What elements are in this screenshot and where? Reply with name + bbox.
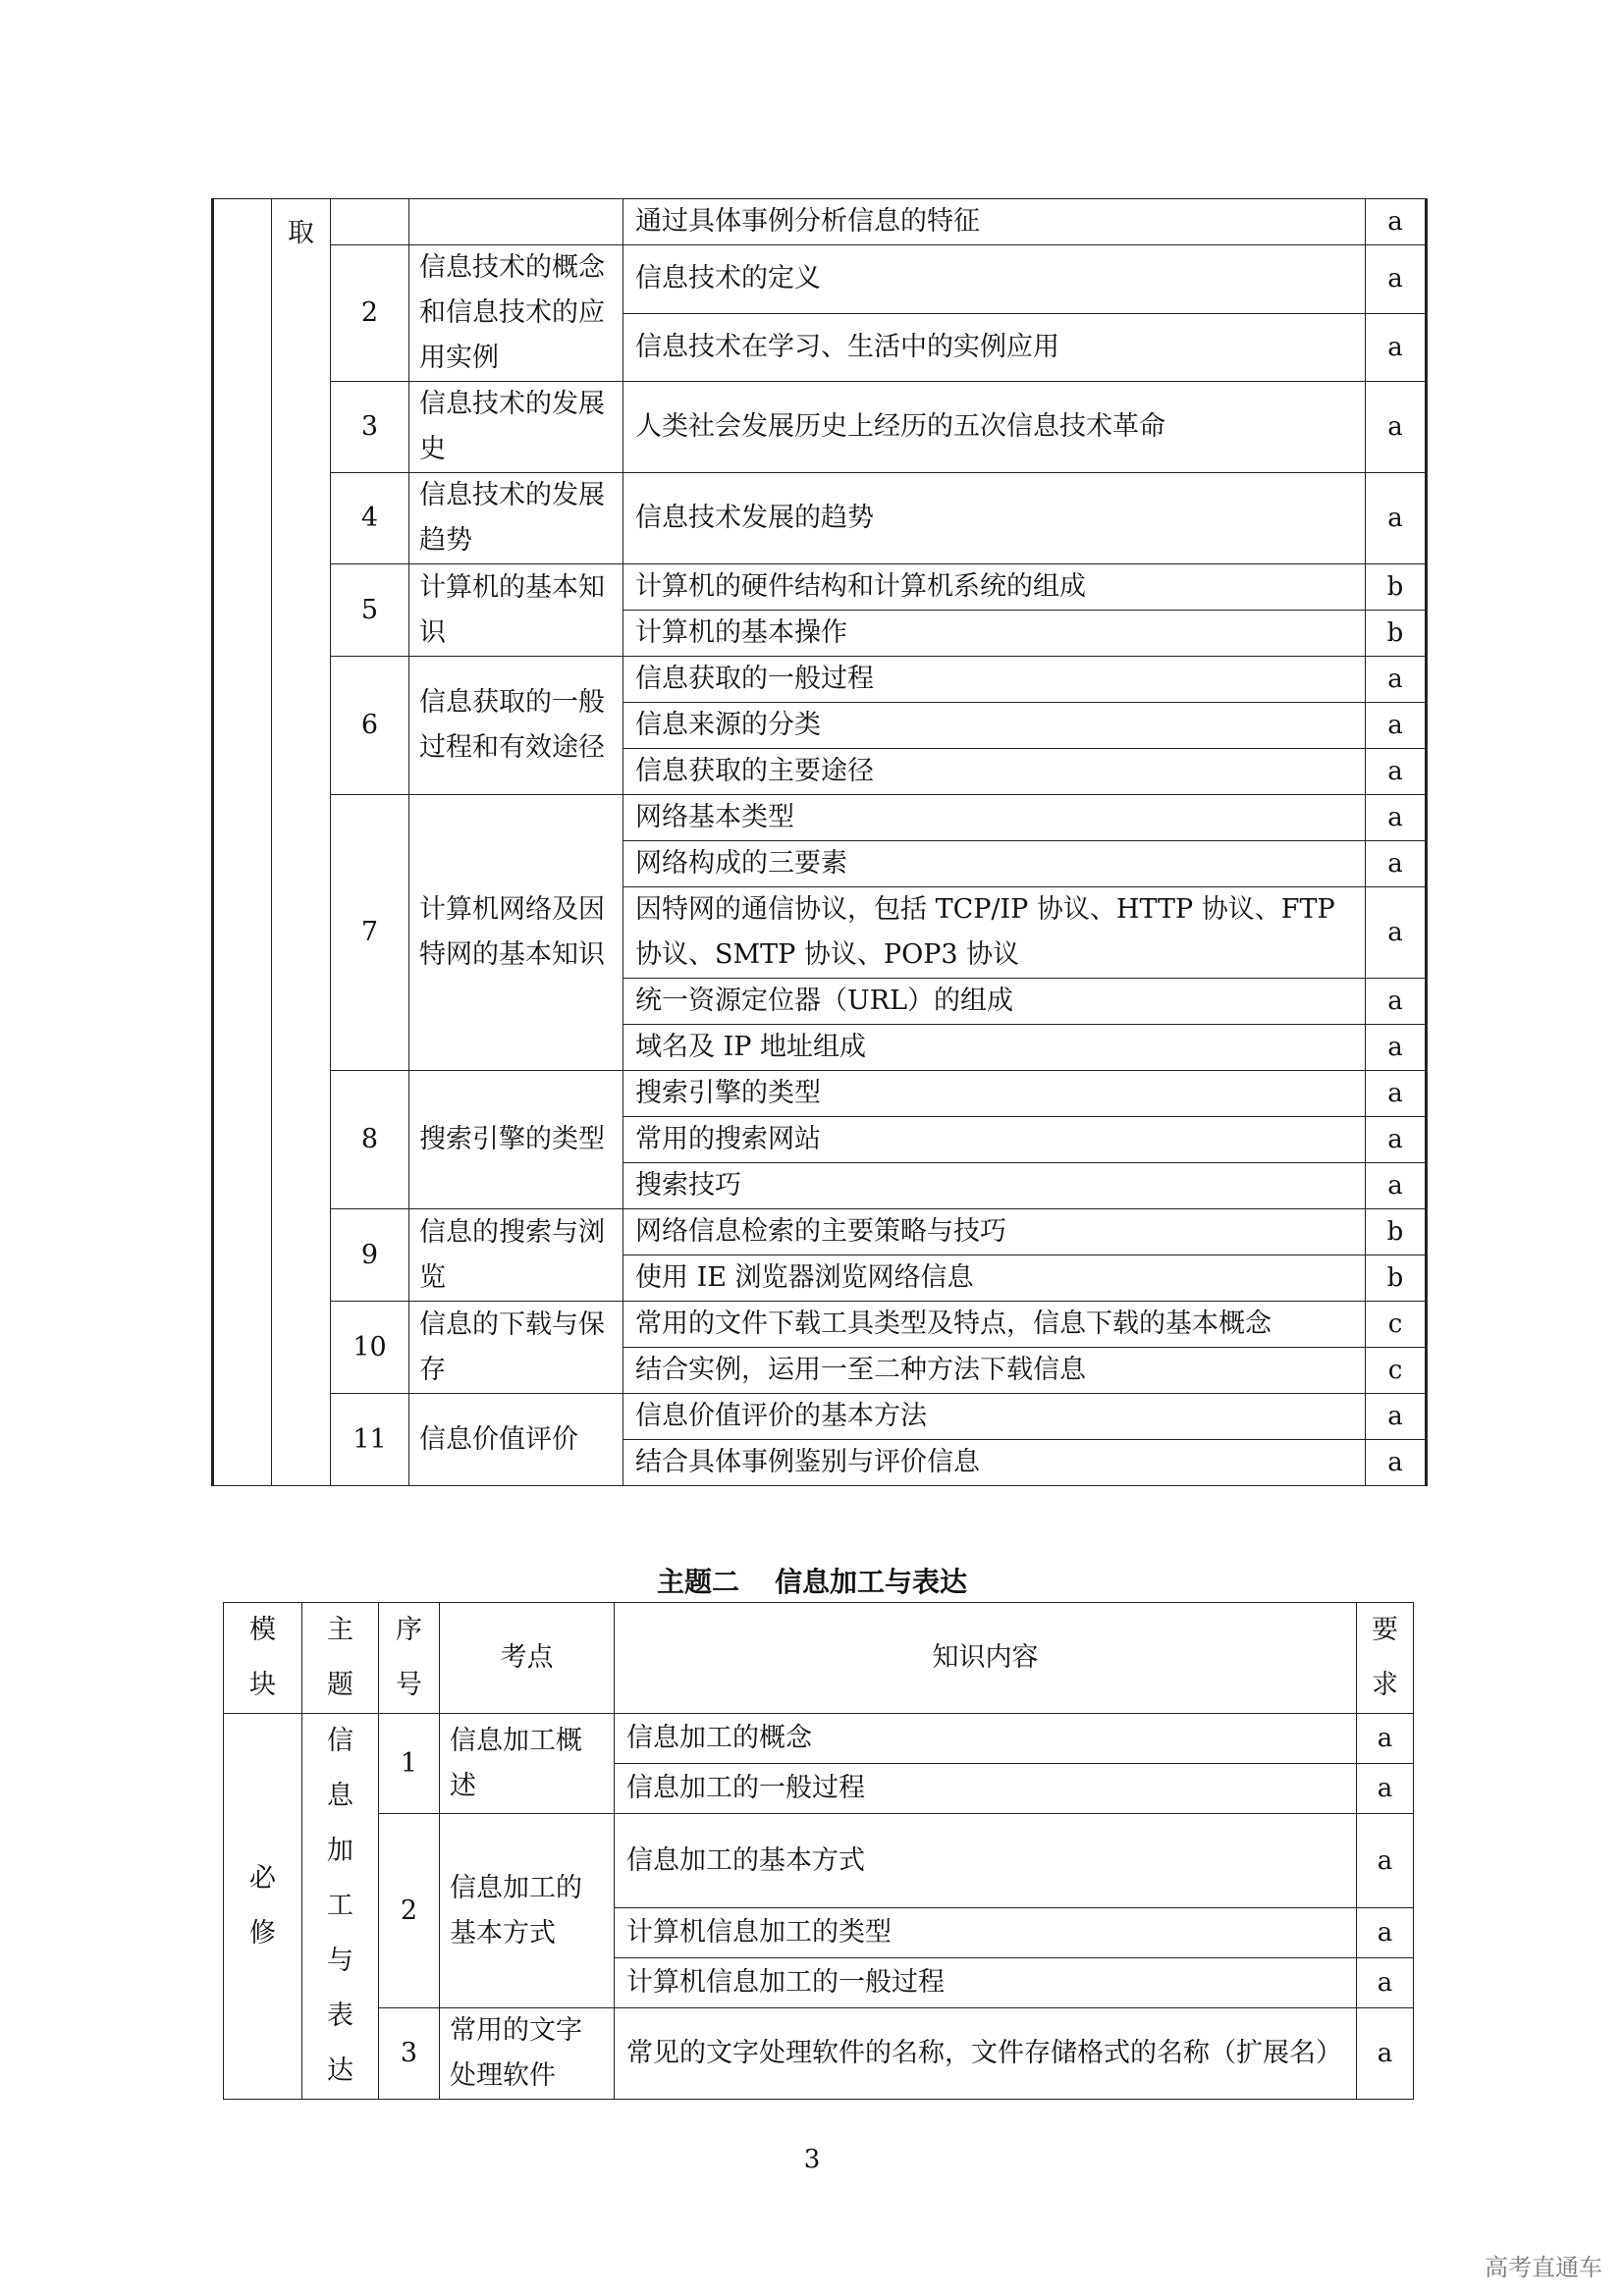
seq-cell: 2 <box>331 245 409 382</box>
seq-cell: 7 <box>331 795 409 1071</box>
seq-cell: 5 <box>331 564 409 657</box>
req-cell: a <box>1366 1117 1427 1163</box>
content-cell: 网络基本类型 <box>623 795 1366 841</box>
req-cell: c <box>1366 1302 1427 1348</box>
point-cell: 信息的下载与保存 <box>409 1302 623 1394</box>
table-row <box>213 1209 1427 1255</box>
req-cell: a <box>1366 473 1427 564</box>
table-row <box>224 1814 1414 1908</box>
point-cell: 搜索引擎的类型 <box>409 1071 623 1209</box>
table-row <box>213 473 1427 564</box>
content-cell: 网络信息检索的主要策略与技巧 <box>623 1209 1366 1255</box>
table-row <box>213 1071 1427 1117</box>
content-cell: 因特网的通信协议，包括 TCP/IP 协议、HTTP 协议、FTP 协议、SMTP 协议、POP3 协议 <box>623 887 1366 979</box>
req-cell: a <box>1357 1714 1414 1764</box>
req-cell: a <box>1366 1440 1427 1486</box>
content-cell: 信息来源的分类 <box>623 703 1366 749</box>
req-cell: a <box>1366 1025 1427 1071</box>
module-label: 必 修 <box>249 1863 276 1949</box>
content-cell: 常用的搜索网站 <box>623 1117 1366 1163</box>
content-cell: 计算机的硬件结构和计算机系统的组成 <box>623 564 1366 611</box>
req-cell: a <box>1366 979 1427 1025</box>
content-cell: 网络构成的三要素 <box>623 841 1366 887</box>
req-cell: a <box>1366 245 1427 314</box>
header-req: 要 求 <box>1357 1603 1414 1714</box>
req-cell: a <box>1366 1071 1427 1117</box>
req-cell: b <box>1366 564 1427 611</box>
table-topic-two <box>223 1602 1414 2100</box>
point-cell: 信息技术的发展史 <box>409 382 623 473</box>
table-caption <box>0 1561 1624 1600</box>
content-cell: 使用 IE 浏览器浏览网络信息 <box>623 1255 1366 1302</box>
req-cell: a <box>1357 2008 1414 2100</box>
req-cell: a <box>1366 703 1427 749</box>
req-cell: a <box>1357 1814 1414 1908</box>
content-cell: 人类社会发展历史上经历的五次信息技术革命 <box>623 382 1366 473</box>
header-point: 考点 <box>440 1603 615 1714</box>
page-number: 3 <box>803 2145 821 2174</box>
seq-cell: 3 <box>379 2008 440 2100</box>
content-cell: 计算机信息加工的类型 <box>615 1908 1357 1958</box>
content-cell: 信息加工的概念 <box>615 1714 1357 1764</box>
content-cell: 结合实例，运用一至二种方法下载信息 <box>623 1348 1366 1394</box>
header-topic: 主 题 <box>302 1603 379 1714</box>
caption-title: 信息加工与表达 <box>775 1566 968 1598</box>
req-cell: a <box>1366 749 1427 795</box>
content-cell: 信息获取的主要途径 <box>623 749 1366 795</box>
topic-label: 信 息 加 工 与 表 达 <box>327 1726 353 2086</box>
req-cell: a <box>1366 1163 1427 1209</box>
table-row <box>213 1302 1427 1348</box>
table-row <box>213 1394 1427 1440</box>
point-cell: 信息的搜索与浏览 <box>409 1209 623 1302</box>
content-cell: 信息技术的定义 <box>623 245 1366 314</box>
table-row <box>213 657 1427 703</box>
content-cell: 常见的文字处理软件的名称，文件存储格式的名称（扩展名） <box>615 2008 1357 2100</box>
content-cell: 信息技术在学习、生活中的实例应用 <box>623 313 1366 382</box>
req-cell: a <box>1357 1958 1414 2008</box>
content-cell: 信息价值评价的基本方法 <box>623 1394 1366 1440</box>
seq-cell: 8 <box>331 1071 409 1209</box>
module-cell <box>224 1714 302 2100</box>
point-cell: 信息加工的基本方式 <box>440 1814 615 2008</box>
header-content: 知识内容 <box>615 1603 1357 1714</box>
content-cell: 计算机信息加工的一般过程 <box>615 1958 1357 2008</box>
content-cell: 统一资源定位器（URL）的组成 <box>623 979 1366 1025</box>
seq-cell: 6 <box>331 657 409 795</box>
seq-cell: 10 <box>331 1302 409 1394</box>
table-row <box>213 245 1427 314</box>
seq-cell: 1 <box>379 1714 440 1814</box>
req-cell: b <box>1366 1255 1427 1302</box>
point-cell: 计算机网络及因特网的基本知识 <box>409 795 623 1071</box>
content-cell: 结合具体事例鉴别与评价信息 <box>623 1440 1366 1486</box>
caption-label: 主题二 <box>656 1566 739 1598</box>
req-cell: b <box>1366 611 1427 657</box>
table-header-row <box>224 1603 1414 1714</box>
seq-cell: 3 <box>331 382 409 473</box>
table-row <box>213 564 1427 611</box>
req-cell: a <box>1366 1394 1427 1440</box>
content-cell: 通过具体事例分析信息的特征 <box>623 199 1366 245</box>
content-cell: 搜索技巧 <box>623 1163 1366 1209</box>
table-row <box>213 382 1427 473</box>
req-cell: a <box>1366 795 1427 841</box>
content-cell: 搜索引擎的类型 <box>623 1071 1366 1117</box>
topic-cell: 取 <box>272 199 331 1486</box>
header-module: 模 块 <box>224 1603 302 1714</box>
req-cell: a <box>1357 1908 1414 1958</box>
point-cell: 常用的文字处理软件 <box>440 2008 615 2100</box>
req-cell: a <box>1357 1764 1414 1814</box>
point-cell: 信息获取的一般过程和有效途径 <box>409 657 623 795</box>
content-cell: 域名及 IP 地址组成 <box>623 1025 1366 1071</box>
table-row <box>213 199 1427 245</box>
content-cell: 计算机的基本操作 <box>623 611 1366 657</box>
point-cell: 信息价值评价 <box>409 1394 623 1486</box>
req-cell: a <box>1366 382 1427 473</box>
seq-cell: 2 <box>379 1814 440 2008</box>
req-cell: b <box>1366 1209 1427 1255</box>
table-row <box>224 1714 1414 1764</box>
req-cell: a <box>1366 657 1427 703</box>
req-cell: a <box>1366 841 1427 887</box>
topic-cell <box>302 1714 379 2100</box>
point-cell: 计算机的基本知识 <box>409 564 623 657</box>
seq-cell: 9 <box>331 1209 409 1302</box>
req-cell: a <box>1366 313 1427 382</box>
seq-cell: 4 <box>331 473 409 564</box>
watermark: 高考直通车 <box>1485 2254 1602 2281</box>
table-topic-one-continued <box>211 198 1428 1486</box>
table-row <box>224 2008 1414 2100</box>
point-cell: 信息加工概述 <box>440 1714 615 1814</box>
seq-cell: 11 <box>331 1394 409 1486</box>
req-cell: a <box>1366 887 1427 979</box>
content-cell: 信息获取的一般过程 <box>623 657 1366 703</box>
content-cell: 信息加工的基本方式 <box>615 1814 1357 1908</box>
point-cell: 信息技术的发展趋势 <box>409 473 623 564</box>
point-cell: 信息技术的概念和信息技术的应用实例 <box>409 245 623 382</box>
seq-cell <box>331 199 409 245</box>
content-cell: 信息加工的一般过程 <box>615 1764 1357 1814</box>
module-cell <box>213 199 272 1486</box>
header-seq: 序 号 <box>379 1603 440 1714</box>
content-cell: 常用的文件下载工具类型及特点，信息下载的基本概念 <box>623 1302 1366 1348</box>
point-cell <box>409 199 623 245</box>
req-cell: a <box>1366 199 1427 245</box>
req-cell: c <box>1366 1348 1427 1394</box>
table-row <box>213 795 1427 841</box>
content-cell: 信息技术发展的趋势 <box>623 473 1366 564</box>
